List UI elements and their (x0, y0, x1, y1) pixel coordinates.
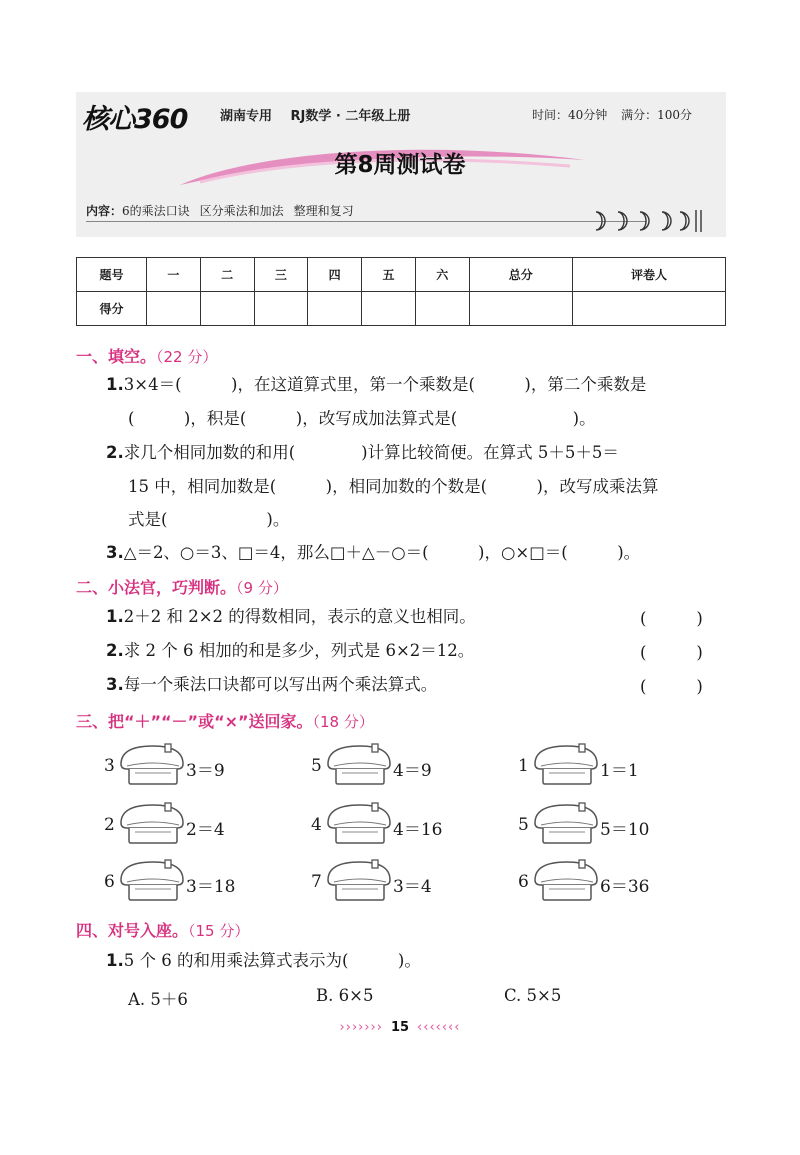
house-icon (531, 801, 601, 845)
question-number: 1. (106, 375, 124, 394)
house-icon (531, 742, 601, 786)
section-3-points: （18 分） (312, 713, 374, 731)
score-header-cell: 一 (147, 258, 201, 292)
page-number: 15 (390, 1020, 410, 1035)
section-4-points: （15 分） (188, 922, 250, 940)
arrow-right-icon: ››››››› (339, 1020, 383, 1035)
question-1-2 (106, 445, 619, 462)
house-icon (324, 801, 394, 845)
judge-item-3 (106, 677, 437, 694)
answer-paren[interactable]: () (640, 677, 753, 696)
operand-b: 1＝1 (600, 761, 639, 781)
house-icon (324, 742, 394, 786)
question-number: 3. (106, 543, 124, 562)
score-header-cell: 题号 (77, 258, 147, 292)
question-number: 3. (106, 675, 124, 694)
house-icon (117, 801, 187, 845)
score-cell[interactable] (200, 292, 254, 326)
question-number: 2. (106, 641, 124, 660)
operand-b: 5＝10 (600, 820, 650, 840)
house-icon (117, 858, 187, 902)
score-cell[interactable] (415, 292, 469, 326)
score-header-cell: 评卷人 (572, 258, 725, 292)
operand-b: 6＝36 (600, 877, 650, 897)
house-icon (324, 858, 394, 902)
score-cell[interactable] (147, 292, 201, 326)
content-label: 内容： (86, 204, 123, 218)
section-2-title: 二、小法官，巧判断。 (76, 578, 237, 597)
question-1-1-cont: ( )，积是( )，改写成加法算式是( )。 (128, 409, 596, 428)
operand-a: 7 (311, 872, 322, 892)
question-1-2-cont: 15 中，相同加数是( )，相同加数的个数是( )，改写成乘法算 (128, 477, 659, 496)
score-table (76, 257, 726, 326)
section-1-title: 一、填空。 (76, 347, 157, 366)
section-3-heading (76, 709, 374, 732)
operand-b: 4＝9 (393, 761, 432, 781)
score-cell[interactable] (469, 292, 572, 326)
answer-paren[interactable]: () (640, 609, 753, 628)
question-1-3 (106, 545, 640, 562)
question-1-2-cont2: 式是( )。 (128, 510, 290, 529)
score-row (77, 292, 726, 326)
operand-a: 3 (104, 756, 115, 776)
score-header-cell: 三 (254, 258, 308, 292)
question-text: 5 个 6 的和用乘法算式表示为( )。 (123, 951, 421, 970)
operand-a: 5 (518, 815, 529, 835)
score-cell[interactable] (308, 292, 362, 326)
full-score: 满分：100分 (621, 108, 692, 122)
question-text: 求 2 个 6 相加的和是多少，列式是 6×2＝12。 (123, 641, 475, 660)
score-cell[interactable] (362, 292, 416, 326)
section-3-title: 三、把“＋”“－”或“×”送回家。 (76, 712, 313, 731)
question-text: 求几个相同加数的和用( )计算比较简便。在算式 5＋5＋5＝ (123, 443, 619, 462)
topic-1: 6的乘法口诀 (122, 204, 190, 218)
topic-2: 区分乘法和加法 (199, 204, 284, 218)
subject-label: RJ数学 · 二年级上册 (290, 109, 411, 124)
choice-question-1 (106, 953, 421, 970)
page-footer (0, 1020, 800, 1035)
score-row-label: 得分 (77, 292, 147, 326)
content-underline (86, 221, 646, 222)
house-icon (117, 742, 187, 786)
edition-label: 湖南专用 (220, 109, 273, 124)
paper-title: 第8周测试卷 (334, 152, 466, 178)
section-2-heading (76, 575, 288, 598)
question-1-1 (106, 377, 646, 394)
section-1-heading (76, 344, 217, 367)
house-icon (531, 858, 601, 902)
score-cell[interactable] (254, 292, 308, 326)
option-b[interactable]: B. 6×5 (316, 986, 374, 1005)
score-header-cell: 六 (415, 258, 469, 292)
question-number: 1. (106, 607, 124, 626)
judge-item-1 (106, 609, 476, 626)
score-header-cell: 二 (200, 258, 254, 292)
operand-a: 6 (104, 872, 115, 892)
operand-b: 3＝18 (186, 877, 236, 897)
question-text: 3×4＝( )，在这道算式里，第一个乘数是( )，第二个乘数是 (123, 375, 647, 394)
topic-3: 整理和复习 (293, 204, 354, 218)
operand-b: 3＝9 (186, 761, 225, 781)
question-text: 每一个乘法口诀都可以写出两个乘法算式。 (123, 675, 438, 694)
section-1-points: （22 分） (156, 348, 218, 366)
operand-b: 2＝4 (186, 820, 225, 840)
operand-a: 6 (518, 872, 529, 892)
arrow-left-icon: ‹‹‹‹‹‹‹ (417, 1020, 461, 1035)
score-header-cell: 总分 (469, 258, 572, 292)
judge-item-2 (106, 643, 474, 660)
exam-meta (522, 106, 692, 123)
score-header-cell: 四 (308, 258, 362, 292)
content-line (86, 202, 364, 219)
question-text: 2＋2 和 2×2 的得数相同，表示的意义也相同。 (123, 607, 476, 626)
option-a[interactable]: A. 5＋6 (128, 990, 188, 1009)
operand-a: 4 (311, 815, 322, 835)
section-2-points: （9 分） (236, 579, 288, 597)
operand-a: 1 (518, 756, 529, 776)
option-c[interactable]: C. 5×5 (504, 986, 562, 1005)
operand-a: 2 (104, 815, 115, 835)
operand-b: 4＝16 (393, 820, 443, 840)
moon-icon (592, 208, 712, 234)
score-cell[interactable] (572, 292, 725, 326)
operand-b: 3＝4 (393, 877, 432, 897)
score-header-cell: 五 (362, 258, 416, 292)
section-4-title: 四、对号入座。 (76, 921, 189, 940)
brand-logo: 核心360 (82, 104, 188, 135)
section-4-heading (76, 918, 249, 941)
answer-paren[interactable]: () (640, 643, 753, 662)
score-header-row (77, 258, 726, 292)
book-info (220, 105, 424, 124)
time-limit: 时间：40分钟 (531, 108, 608, 122)
operand-a: 5 (311, 756, 322, 776)
question-number: 1. (106, 951, 124, 970)
question-number: 2. (106, 443, 124, 462)
question-text: △＝2、○＝3、□＝4，那么□＋△－○＝( )，○×□＝( )。 (123, 543, 641, 562)
